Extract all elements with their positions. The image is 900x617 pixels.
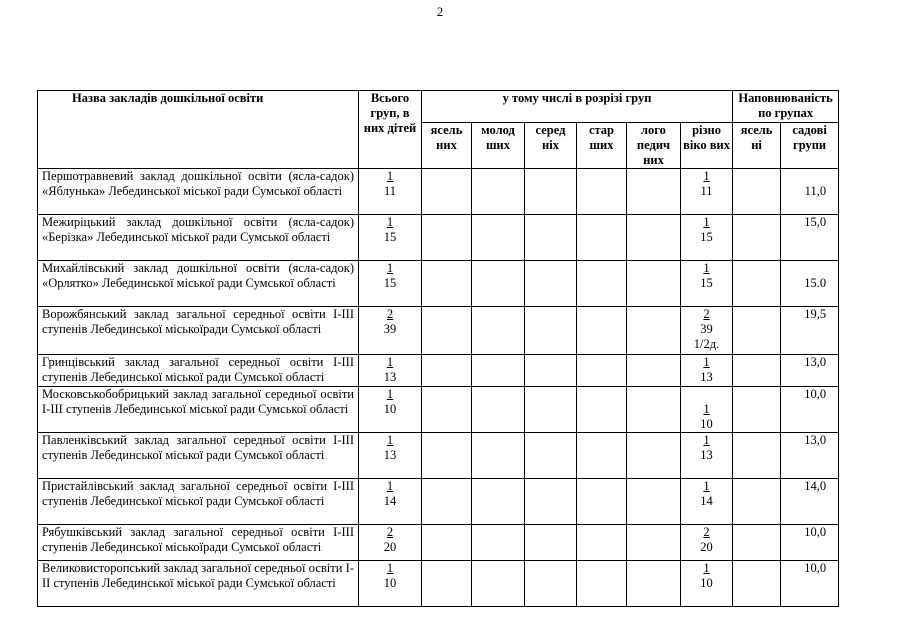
mixed-age-groups: 1 13 [681,355,733,387]
mixed-age-groups: 1 15 [681,215,733,261]
table-row [38,387,839,433]
mixed-age-groups: 1 15 [681,261,733,307]
table-row [38,261,839,307]
facility-name: Михайлівський заклад дошкільної освіти (ясла-садок) «Орлятко» Лебединської міської ради Сумської області [38,261,359,307]
total-groups-children: 1 15 [359,261,422,307]
fill-rate: 19,5 [781,307,839,355]
facility-name: Павленківський заклад загальної середньої освіти І-ІІІ ступенів Лебединської міської ради Сумської області [38,433,359,479]
table-row [38,561,839,607]
header-senior: стар ших [577,123,627,169]
facilities-table [37,90,839,607]
fill-rate: 10,0 [781,561,839,607]
table-row [38,433,839,479]
fill-rate: 13,0 [781,433,839,479]
table-row [38,525,839,561]
mixed-age-groups: 1 13 [681,433,733,479]
header-mixed-age: різно віко вих [681,123,733,169]
total-groups-children: 2 20 [359,525,422,561]
fill-rate: 15.0 [781,261,839,307]
facility-name: Першотравневий заклад дошкільної освіти (ясла-садок) «Яблунька» Лебединської міської ради Сумської області [38,169,359,215]
facility-name: Гринцівський заклад загальної середньої освіти І-ІІІ ступенів Лебединської міської ради Сумської області [38,355,359,387]
header-fill-garden: садові групи [781,123,839,169]
facility-name: Ворожбянський заклад загальної середньої освіти І-ІІІ ступенів Лебединської міськоїради Сумської області [38,307,359,355]
mixed-age-groups: 1 10 [681,561,733,607]
fill-rate: 13,0 [781,355,839,387]
header-middle: серед ніх [525,123,577,169]
total-groups-children: 1 14 [359,479,422,525]
total-groups-children: 1 15 [359,215,422,261]
mixed-age-groups: 2 39 1/2д. [681,307,733,355]
header-name: Назва закладів дошкільної освіти [38,91,359,169]
header-junior: молод ших [472,123,525,169]
total-groups-children: 1 11 [359,169,422,215]
table-row [38,307,839,355]
total-groups-children: 1 10 [359,561,422,607]
table-row [38,169,839,215]
fill-rate: 15,0 [781,215,839,261]
facility-name: Московськобобрицький заклад загальної середньої освіти І-ІІІ ступенів Лебединської міської ради Сумської області [38,387,359,433]
header-total: Всього груп, в них дітей [359,91,422,169]
header-groups: у тому числі в розрізі груп [422,91,733,123]
total-groups-children: 1 13 [359,433,422,479]
fill-rate: 10,0 [781,387,839,433]
mixed-age-groups: 1 10 [681,387,733,433]
total-groups-children: 1 13 [359,355,422,387]
header-nursery: ясель них [422,123,472,169]
facility-name: Рябушківський заклад загальної середньої освіти І-ІІІ ступенів Лебединської міськоїради Сумської області [38,525,359,561]
facility-name: Пристайлівський заклад загальної середньої освіти І-ІІІ ступенів Лебединської міської ради Сумської області [38,479,359,525]
header-fill-nursery: ясель ні [733,123,781,169]
table-row [38,215,839,261]
facility-name: Межиріцький заклад дошкільної освіти (ясла-садок) «Берізка» Лебединської міської ради Сумської області [38,215,359,261]
facility-name: Великовисторопський заклад загальної середньої освіти І-ІІ ступенів Лебединської міської ради Сумської області [38,561,359,607]
header-fill: Наповнюваність по групах [733,91,839,123]
fill-rate: 10,0 [781,525,839,561]
total-groups-children: 1 10 [359,387,422,433]
table-row [38,355,839,387]
header-speech: лого педич них [627,123,681,169]
total-groups-children: 2 39 [359,307,422,355]
mixed-age-groups: 1 11 [681,169,733,215]
fill-rate: 11,0 [781,169,839,215]
mixed-age-groups: 2 20 [681,525,733,561]
mixed-age-groups: 1 14 [681,479,733,525]
table-row [38,479,839,525]
page-number: 2 [436,4,444,19]
fill-rate: 14,0 [781,479,839,525]
